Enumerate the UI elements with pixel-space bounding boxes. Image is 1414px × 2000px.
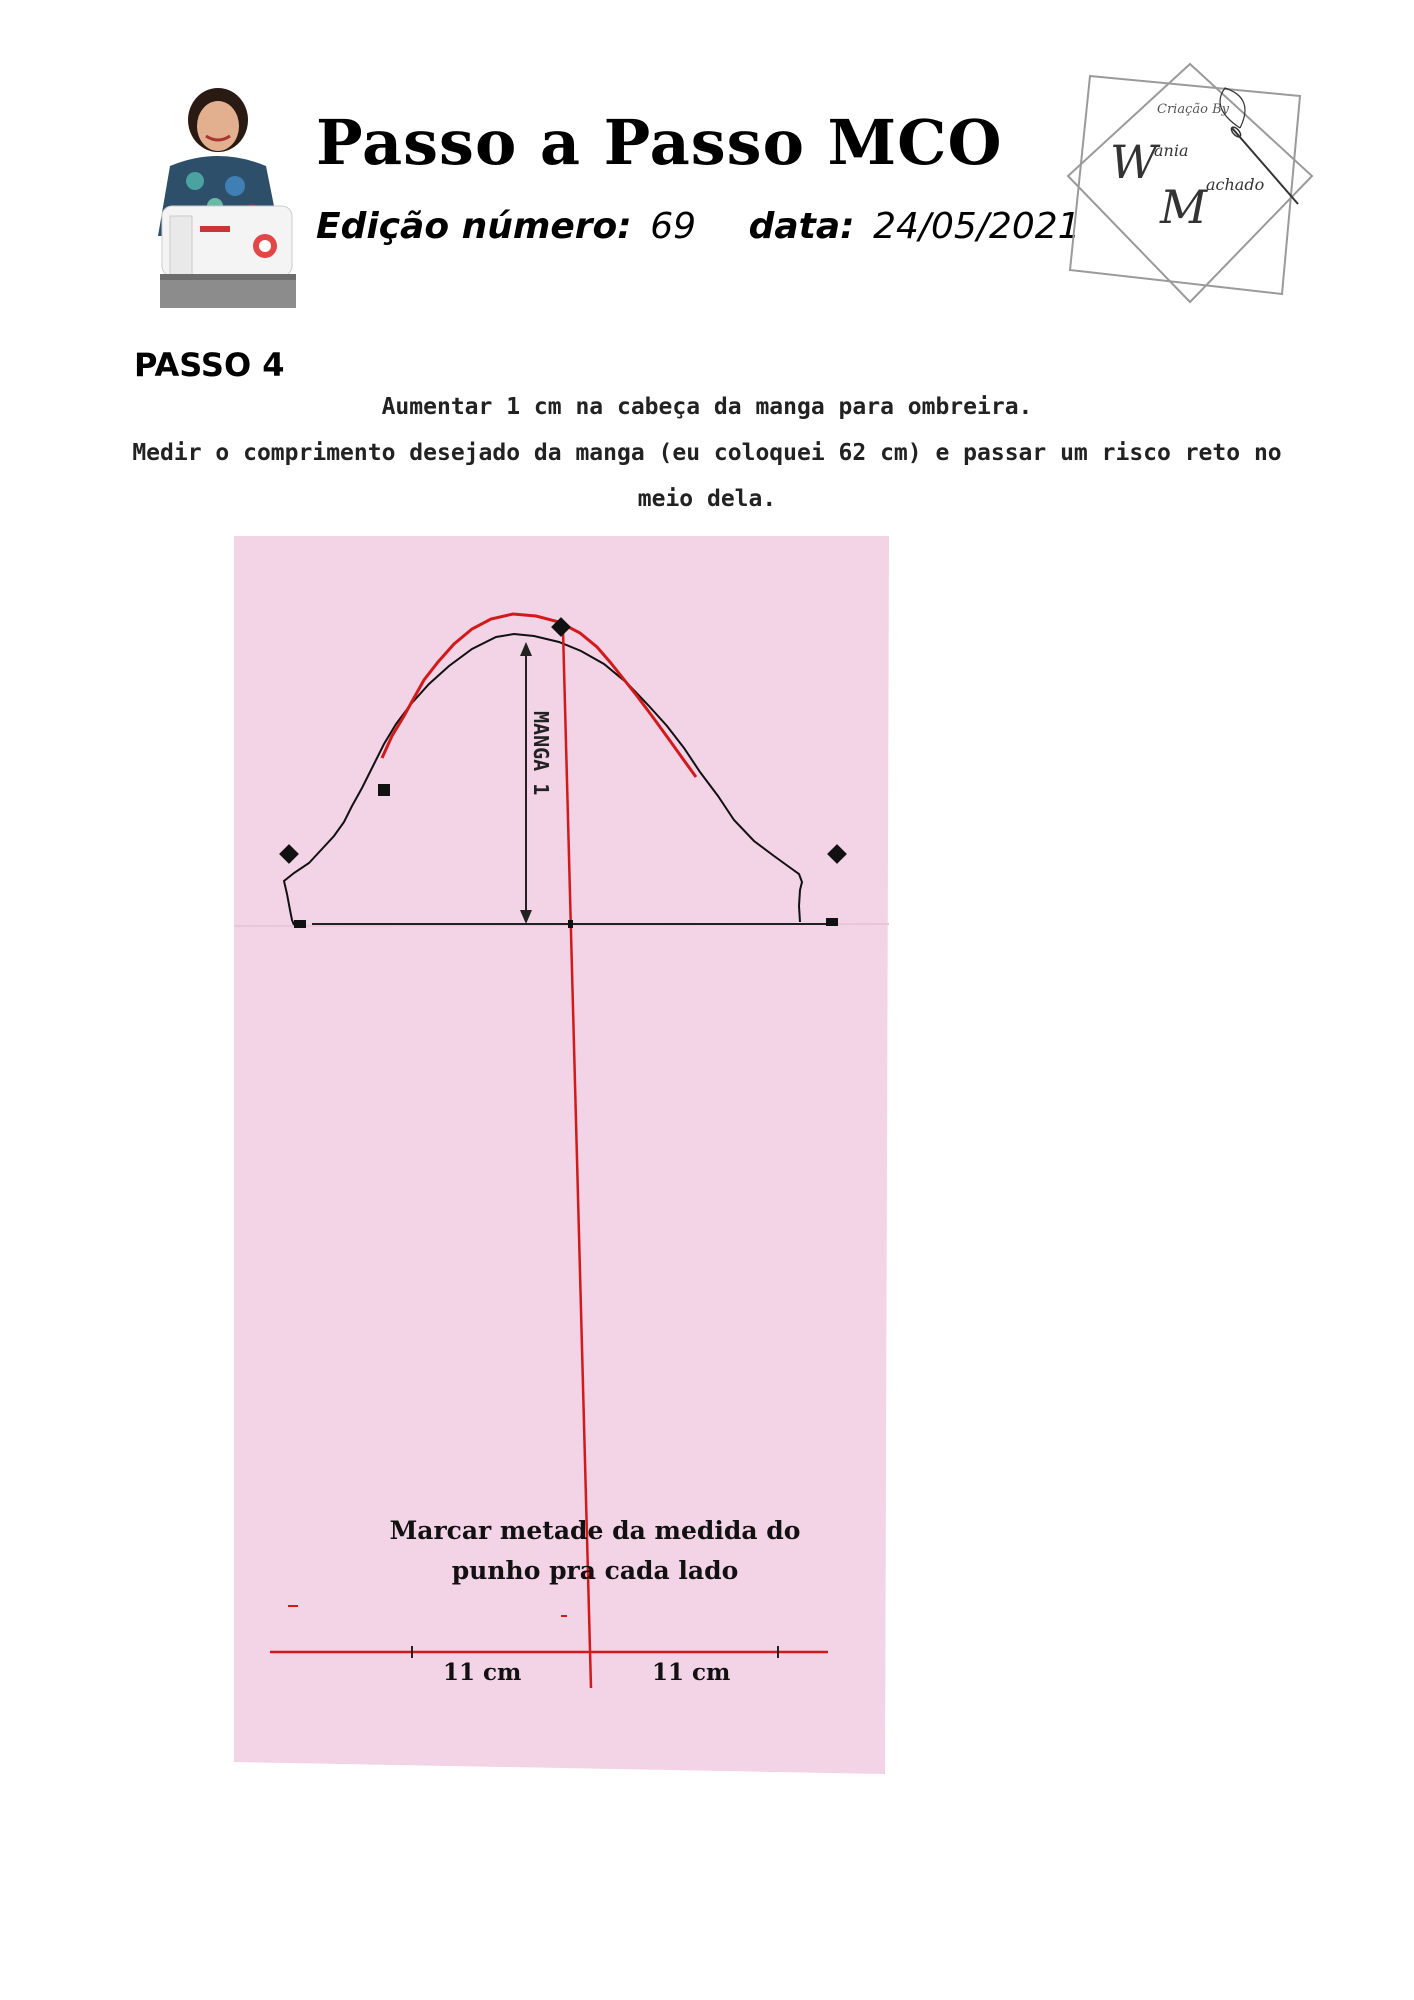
square-marker-left bbox=[378, 784, 390, 796]
cuff-note-line1: Marcar metade da medida do bbox=[389, 1516, 801, 1545]
edition-line bbox=[316, 206, 1121, 247]
date-label: data: bbox=[748, 206, 855, 247]
edition-label: Edição número: bbox=[316, 206, 632, 247]
brand-logo bbox=[1050, 58, 1330, 308]
step-label: PASSO 4 bbox=[134, 346, 285, 384]
logo-initial-last: M bbox=[1160, 180, 1208, 234]
measure-left: 11 cm bbox=[443, 1659, 522, 1686]
date-value: 24/05/2021 bbox=[873, 206, 1081, 247]
logo-initial-first: W bbox=[1110, 135, 1158, 189]
logo-script-line: Criação By bbox=[1157, 102, 1229, 117]
instruction-line-3: meio dela. bbox=[637, 486, 777, 512]
instruction-line-1: Aumentar 1 cm na cabeça da manga para ombreira. bbox=[381, 394, 1033, 420]
instruction-line-2: Medir o comprimento desejado da manga (eu coloquei 62 cm) e passar um risco reto no bbox=[132, 440, 1282, 466]
base-marker-left bbox=[294, 920, 306, 928]
logo-name-first: ania bbox=[1154, 141, 1189, 160]
pattern-paper bbox=[234, 536, 889, 1774]
cuff-note-line2: punho pra cada lado bbox=[451, 1556, 739, 1585]
author-photo bbox=[140, 86, 300, 310]
logo-name-last: achado bbox=[1206, 175, 1265, 194]
measure-right: 11 cm bbox=[652, 1659, 731, 1686]
base-marker-right bbox=[826, 918, 838, 926]
edition-number: 69 bbox=[650, 206, 697, 247]
sleeve-pattern-drawing bbox=[234, 536, 889, 1774]
page-title: Passo a Passo MCO bbox=[316, 106, 1003, 179]
manga-vertical-label: MANGA 1 bbox=[529, 711, 553, 796]
